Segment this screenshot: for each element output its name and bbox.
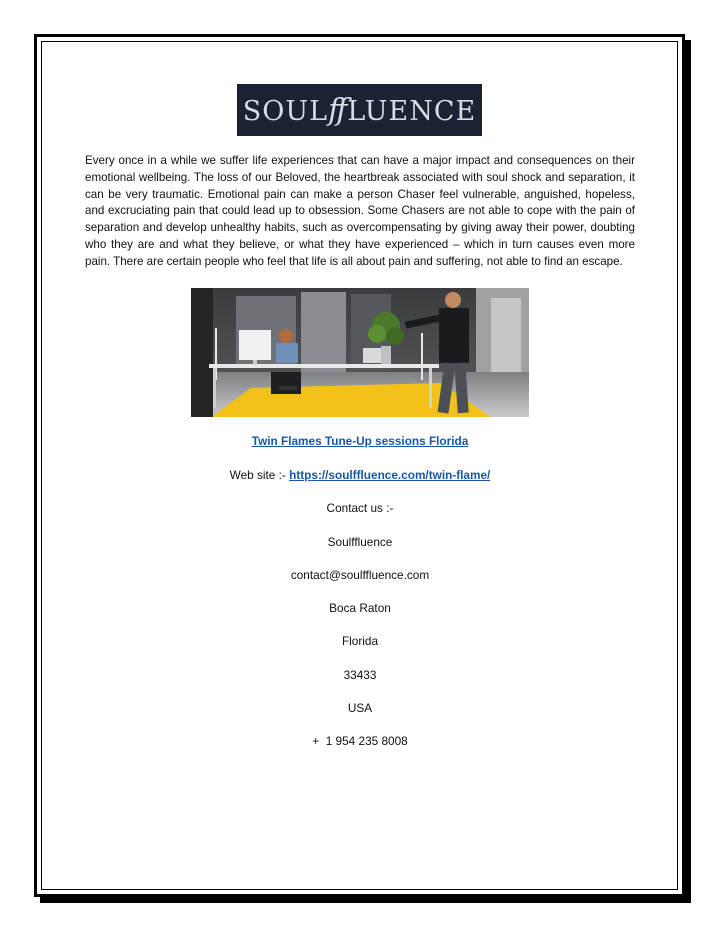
soulffluence-logo [237, 84, 482, 136]
contact-state: Florida [341, 634, 379, 648]
logo-prefix: SOUL [242, 95, 329, 127]
twin-flames-title-row [85, 433, 635, 449]
contact-phone: + 1 954 235 8008 [312, 734, 408, 748]
website-row [85, 467, 635, 483]
contact-email: contact@soulffluence.com [290, 568, 430, 582]
office-photo [191, 288, 529, 417]
office-photo-icon [191, 288, 529, 417]
logo-suffix: LUENCE [347, 95, 477, 127]
logo-text [243, 93, 476, 128]
contact-zip: 33433 [343, 668, 377, 682]
website-link[interactable]: https://soulffluence.com/twin-flame/ [289, 468, 491, 482]
intro-paragraph: Every once in a while we suffer life experiences that can have a major impact and consequences on their emotional wellbeing. The loss of our Beloved, the heartbreak associated with soul shock and separation, it can be very traumatic. Emotional pain can make a person Chaser feel vulnerable, anguished, hopeless, and excruciating pain that could lead up to obsession. Some Chasers are not able to cope with the pain of separation and develop unhealthy habits, such as overcompensating by giving away their power, doubting who they are and what they believe, or what they have experienced – which in turn causes even more pain. There are certain people who feel that life is all about pain and suffering, not able to find an escape. [85, 154, 635, 268]
twin-flames-link[interactable]: Twin Flames Tune-Up sessions Florida [251, 434, 469, 448]
contact-city: Boca Raton [329, 601, 391, 615]
contact-country: USA [347, 701, 373, 715]
website-label: Web site :- [229, 468, 290, 482]
logo-ff: ff [328, 92, 345, 128]
contact-heading: Contact us :- [326, 501, 394, 515]
contact-company: Soulffluence [327, 535, 393, 549]
